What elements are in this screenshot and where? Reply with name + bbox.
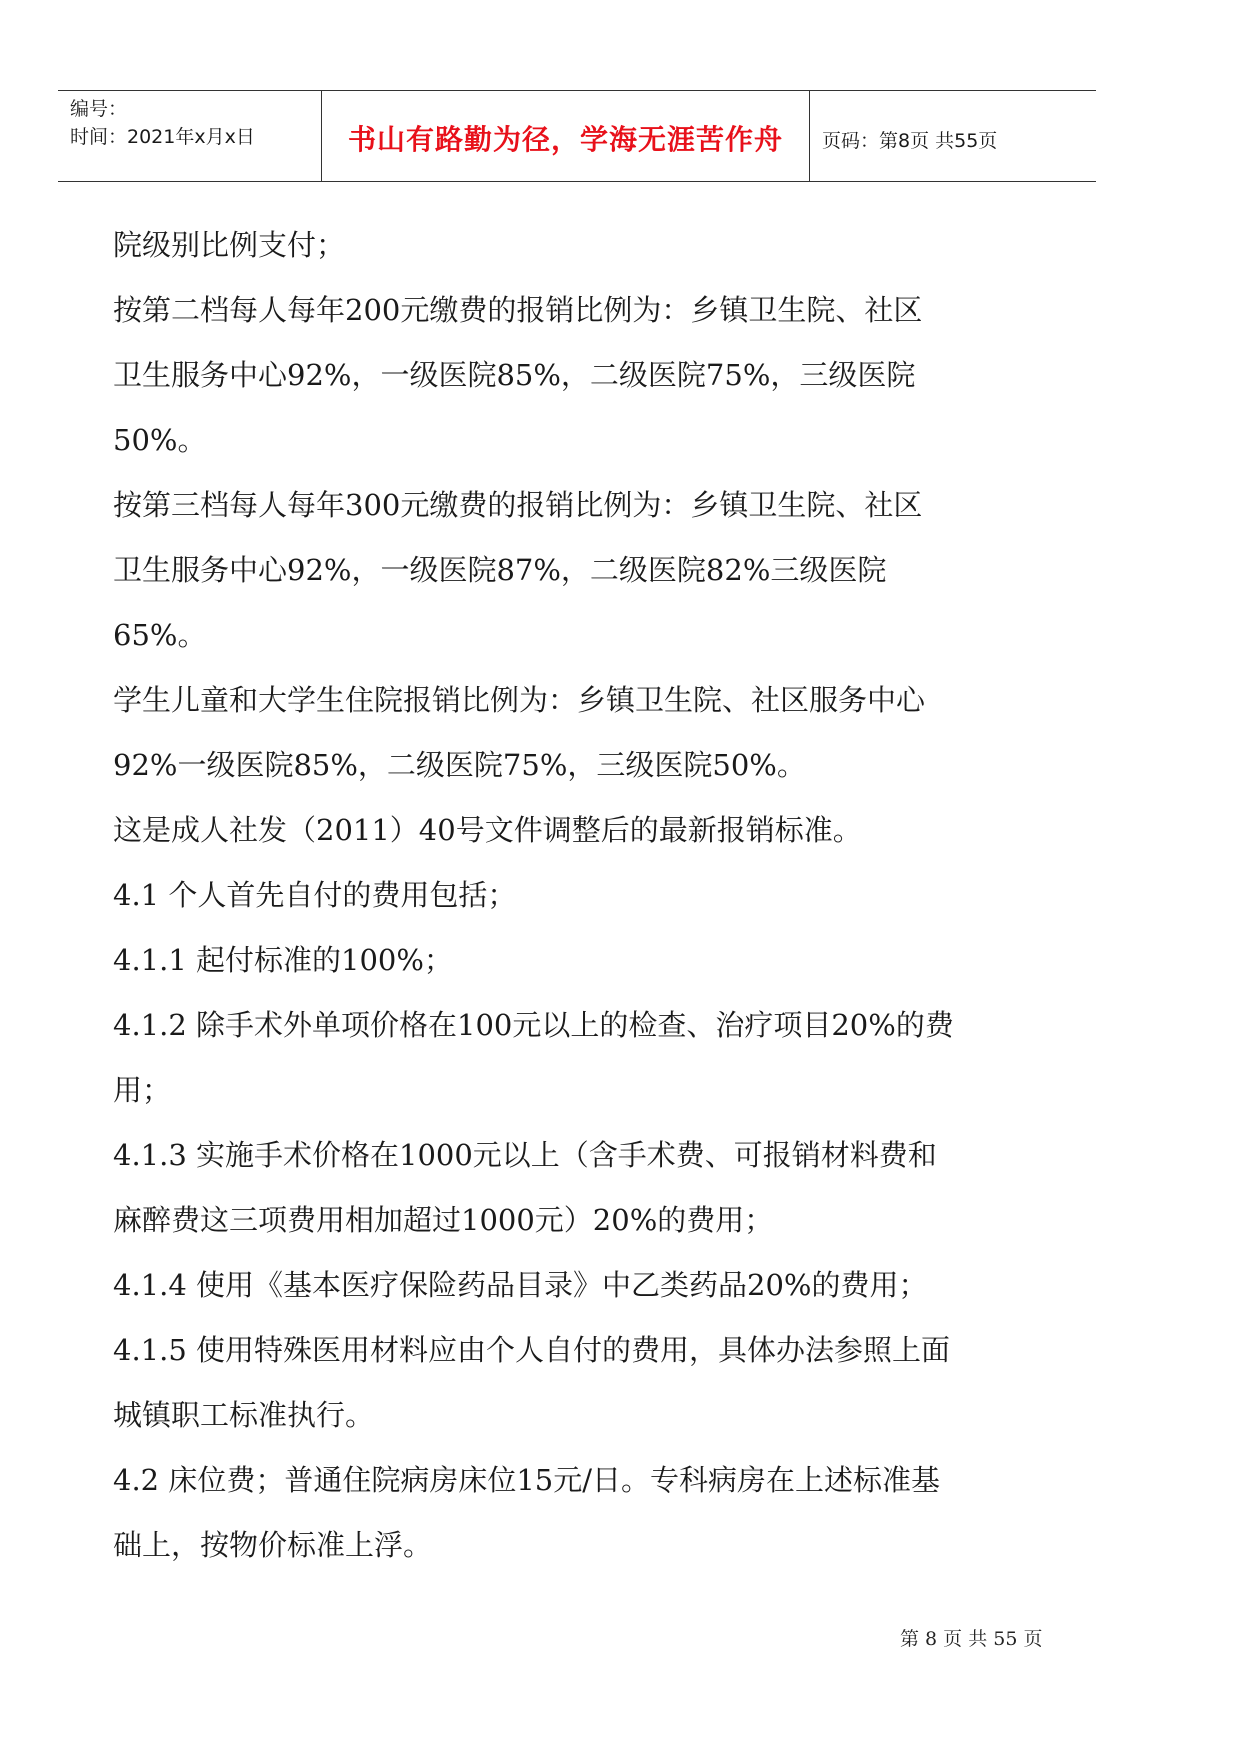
body-line: 4.1.5 使用特殊医用材料应由个人自付的费用，具体办法参照上面 (113, 1333, 951, 1367)
body-line: 城镇职工标准执行。 (113, 1398, 375, 1432)
body-line: 4.2 床位费；普通住院病房床位15元/日。专科病房在上述标准基 (113, 1463, 941, 1497)
header-motto: 书山有路勤为径，学海无涯苦作舟 (347, 123, 783, 156)
body-line: 4.1.1 起付标准的100%； (113, 943, 453, 977)
body-line: 4.1.4 使用《基本医疗保险药品目录》中乙类药品20%的费用； (113, 1268, 928, 1302)
header-page-cell (810, 91, 1096, 181)
header-motto-cell (322, 91, 810, 181)
body-line: 学生儿童和大学生住院报销比例为：乡镇卫生院、社区服务中心 (113, 683, 926, 717)
body-line: 50%。 (113, 423, 207, 457)
body-line: 础上，按物价标准上浮。 (113, 1528, 433, 1562)
body-line: 这是成人社发（2011）40号文件调整后的最新报销标准。 (113, 813, 862, 847)
document-header (58, 90, 1096, 182)
header-page-info: 页码：第8页 共55页 (822, 129, 998, 152)
body-line: 麻醉费这三项费用相加超过1000元）20%的费用； (113, 1203, 774, 1237)
page-footer (900, 1624, 1042, 1651)
body-line: 4.1 个人首先自付的费用包括； (113, 878, 517, 912)
document-time-label: 时间：2021年x月x日 (70, 126, 255, 148)
body-line: 卫生服务中心92%，一级医院87%，二级医院82%三级医院 (113, 553, 887, 587)
document-number-label: 编号： (70, 98, 128, 120)
body-line: 4.1.2 除手术外单项价格在100元以上的检查、治疗项目20%的费 (113, 1008, 954, 1042)
body-line: 按第二档每人每年200元缴费的报销比例为：乡镇卫生院、社区 (113, 293, 923, 327)
body-line: 卫生服务中心92%，一级医院85%，二级医院75%，三级医院 (113, 358, 916, 392)
body-line: 用； (113, 1073, 172, 1107)
footer-page-number: 第 8 页 共 55 页 (900, 1628, 1043, 1650)
document-body (113, 213, 1063, 1578)
header-meta-cell (58, 91, 322, 181)
body-line: 院级别比例支付； (113, 228, 346, 262)
body-line: 按第三档每人每年300元缴费的报销比例为：乡镇卫生院、社区 (113, 488, 923, 522)
body-line: 92%一级医院85%，二级医院75%，三级医院50%。 (113, 748, 806, 782)
body-line: 4.1.3 实施手术价格在1000元以上（含手术费、可报销材料费和 (113, 1138, 937, 1172)
body-line: 65%。 (113, 618, 207, 652)
